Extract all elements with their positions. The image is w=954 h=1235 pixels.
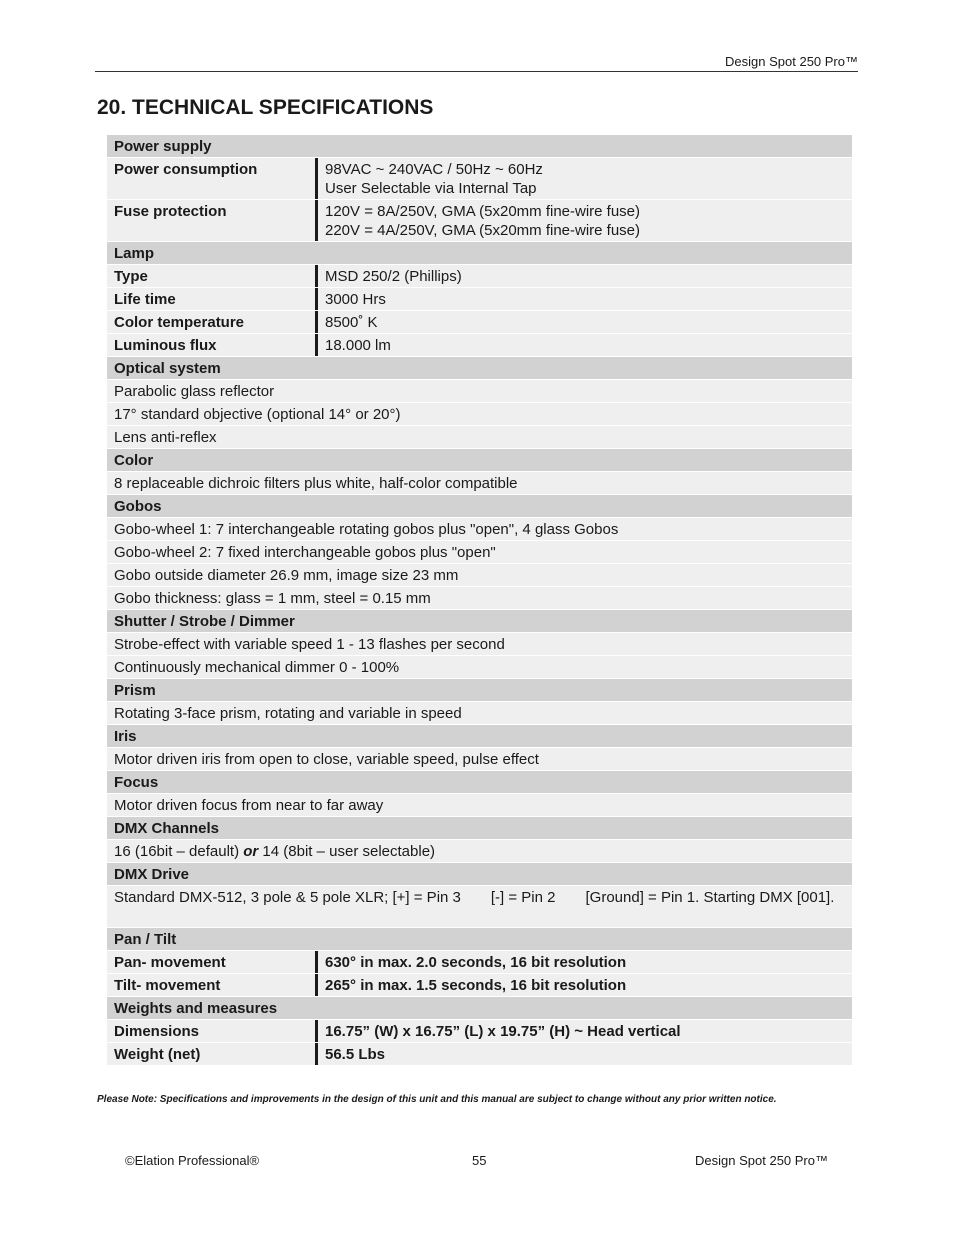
section-heading: Iris: [114, 728, 137, 745]
section-iris: [107, 725, 852, 748]
text-segment: Standard DMX-512, 3 pole & 5 pole XLR; [+] = Pin 3: [114, 889, 461, 906]
spec-label: Pan- movement: [107, 951, 318, 973]
value-line: 120V = 8A/250V, GMA (5x20mm fine-wire fuse): [325, 203, 641, 220]
spec-label: Life time: [107, 288, 318, 310]
spec-line: [107, 380, 852, 403]
footer-product-name: Design Spot 250 Pro™: [695, 1153, 828, 1168]
section-dmx-drive: [107, 863, 852, 886]
section-heading: DMX Drive: [114, 866, 190, 883]
spec-text: Motor driven focus from near to far away: [114, 797, 384, 814]
spec-row-luminous-flux: [107, 334, 852, 357]
section-focus: [107, 771, 852, 794]
emphasis-or: or: [243, 843, 259, 860]
spec-value: 16.75” (W) x 16.75” (L) x 19.75” (H) ~ Head vertical: [325, 1023, 681, 1040]
spec-text: [107, 840, 442, 862]
spec-row-fuse-protection: [107, 200, 852, 242]
spec-label: Tilt- movement: [107, 974, 318, 996]
spec-value: [318, 200, 852, 241]
spec-value: 265° in max. 1.5 seconds, 16 bit resolution: [325, 977, 627, 994]
spec-value: [318, 158, 852, 199]
section-optical-system: [107, 357, 852, 380]
spec-line: [107, 633, 852, 656]
spec-line: [107, 794, 852, 817]
spec-value: 8500˚ K: [325, 314, 378, 331]
spec-text: Parabolic glass reflector: [114, 383, 275, 400]
spec-text: Gobo outside diameter 26.9 mm, image size 23 mm: [114, 567, 459, 584]
section-heading: Power supply: [114, 138, 212, 155]
spec-row-tilt-movement: [107, 974, 852, 997]
spec-line: [107, 656, 852, 679]
spec-table: [107, 135, 852, 1066]
text-segment: 14 (8bit – user selectable): [258, 843, 436, 860]
section-pan-tilt: [107, 928, 852, 951]
section-heading: Shutter / Strobe / Dimmer: [114, 613, 295, 630]
footer-page-number: 55: [472, 1153, 487, 1168]
header-rule: [95, 71, 858, 72]
value-line: User Selectable via Internal Tap: [325, 180, 537, 197]
section-heading: Optical system: [114, 360, 221, 377]
spec-text: Lens anti-reflex: [114, 429, 217, 446]
spec-line: [107, 426, 852, 449]
section-heading: Prism: [114, 682, 156, 699]
spec-label: Dimensions: [107, 1020, 318, 1042]
spec-value: 56.5 Lbs: [325, 1046, 386, 1063]
section-weights-and-measures: [107, 997, 852, 1020]
spec-line: [107, 564, 852, 587]
spec-label: Type: [107, 265, 318, 287]
section-dmx-channels: [107, 817, 852, 840]
spec-text: 17° standard objective (optional 14° or 20°): [114, 406, 401, 423]
section-power-supply: [107, 135, 852, 158]
section-prism: [107, 679, 852, 702]
spec-line: [107, 748, 852, 771]
spec-line: [107, 702, 852, 725]
spec-line: [107, 518, 852, 541]
spec-line: [107, 541, 852, 564]
section-heading: DMX Channels: [114, 820, 220, 837]
spec-line: [107, 403, 852, 426]
spec-text: Gobo-wheel 2: 7 fixed interchangeable gobos plus "open": [114, 544, 496, 561]
spec-label: Color temperature: [107, 311, 318, 333]
spec-text: Strobe-effect with variable speed 1 - 13 flashes per second: [114, 636, 505, 653]
section-heading: Pan / Tilt: [114, 931, 177, 948]
spec-row-weight-net: [107, 1043, 852, 1066]
text-segment: 16 (16bit – default): [114, 843, 244, 860]
page-title: 20. TECHNICAL SPECIFICATIONS: [97, 96, 434, 119]
spec-text: Gobo-wheel 1: 7 interchangeable rotating gobos plus "open", 4 glass Gobos: [114, 521, 619, 538]
section-heading: Weights and measures: [114, 1000, 278, 1017]
value-line: Starting DMX [001].: [703, 889, 835, 906]
spec-row-dimensions: [107, 1020, 852, 1043]
section-color: [107, 449, 852, 472]
value-line: [114, 889, 699, 906]
spec-line: [107, 840, 852, 863]
disclaimer-note: Please Note: Specifications and improvements in the design of this unit and this manual are subject to change without any prior written notice.: [97, 1094, 777, 1105]
section-heading: Color: [114, 452, 154, 469]
spec-label: Luminous flux: [107, 334, 318, 356]
text-segment: [-] = Pin 2: [490, 889, 556, 906]
text-segment: [Ground] = Pin 1.: [585, 889, 700, 906]
spec-line: [107, 886, 852, 928]
spec-value: 18.000 lm: [325, 337, 391, 354]
spec-label: Weight (net): [107, 1043, 318, 1065]
spec-line: [107, 472, 852, 495]
spec-text: Gobo thickness: glass = 1 mm, steel = 0.15 mm: [114, 590, 431, 607]
spec-text: 8 replaceable dichroic filters plus white, half-color compatible: [114, 475, 518, 492]
section-heading: Lamp: [114, 245, 155, 262]
spec-row-type: [107, 265, 852, 288]
spec-value: 630° in max. 2.0 seconds, 16 bit resolution: [325, 954, 627, 971]
section-gobos: [107, 495, 852, 518]
spec-label: Fuse protection: [107, 200, 318, 241]
spec-value: MSD 250/2 (Phillips): [325, 268, 462, 285]
spec-row-color-temperature: [107, 311, 852, 334]
spec-text: Continuously mechanical dimmer 0 - 100%: [114, 659, 400, 676]
value-line: 98VAC ~ 240VAC / 50Hz ~ 60Hz: [325, 161, 543, 178]
section-lamp: [107, 242, 852, 265]
spec-text: Rotating 3-face prism, rotating and variable in speed: [114, 705, 462, 722]
spec-row-power-consumption: [107, 158, 852, 200]
section-shutter-strobe-dimmer: [107, 610, 852, 633]
section-heading: Focus: [114, 774, 159, 791]
spec-value: 3000 Hrs: [325, 291, 386, 308]
section-heading: Gobos: [114, 498, 162, 515]
spec-line: [107, 587, 852, 610]
spec-row-life-time: [107, 288, 852, 311]
footer-copyright: ©Elation Professional®: [125, 1153, 260, 1168]
spec-text: Motor driven iris from open to close, variable speed, pulse effect: [114, 751, 539, 768]
spec-text: [107, 886, 841, 927]
value-line: 220V = 4A/250V, GMA (5x20mm fine-wire fuse): [325, 222, 641, 239]
page-header: Design Spot 250 Pro™: [725, 54, 858, 69]
spec-row-pan-movement: [107, 951, 852, 974]
spec-label: Power consumption: [107, 158, 318, 199]
